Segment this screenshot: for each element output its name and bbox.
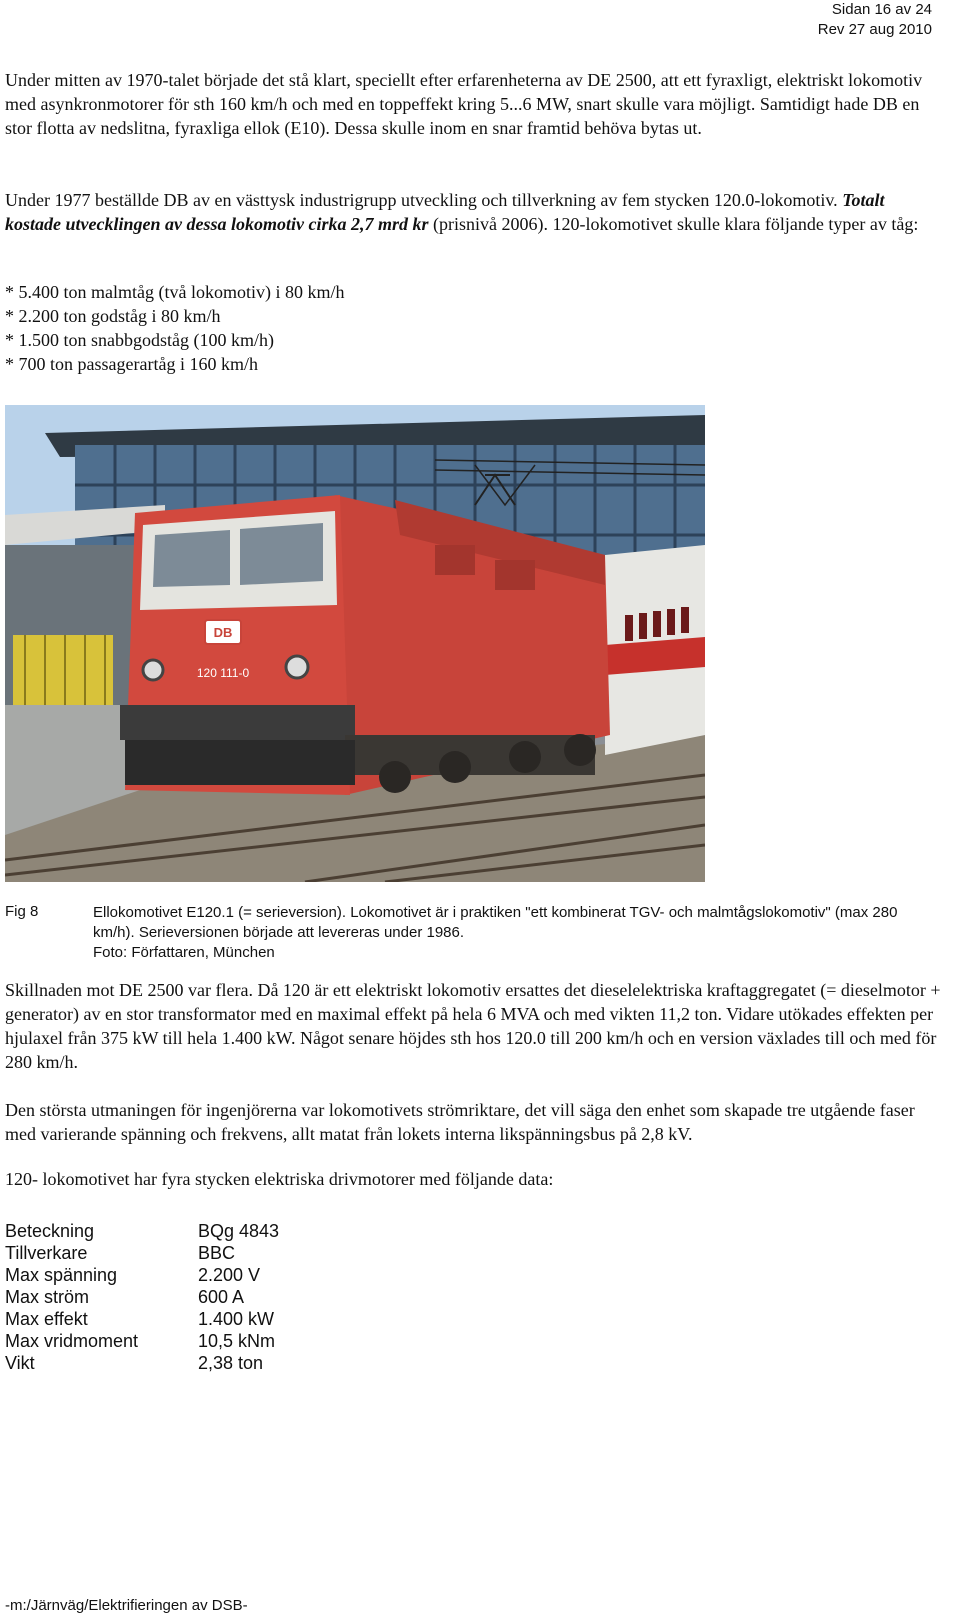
paragraph-order-text-a: Under 1977 beställde DB av en västtysk industrigrupp utveckling och tillverkning av fem stycken 120.0-lokomotiv.: [5, 190, 843, 210]
windscreen-left: [153, 530, 230, 587]
paragraph-order-text-b: (prisnivå 2006). 120-lokomotivet skulle klara följande typer av tåg:: [428, 214, 919, 234]
page-number: Sidan 16 av 24: [831, 1, 932, 18]
paragraph-converter: Den största utmaningen för ingenjörerna var lokomotivets strömriktare, det vill säga den enhet som skapade tre utgående faser med varierande spänning och frekvens, allt matat från lokets interna likspänningsbus på 2,8 kV.: [5, 1100, 915, 1144]
figure-caption: [93, 903, 943, 963]
table-row: [5, 1330, 279, 1352]
paragraph-motors-intro: 120- lokomotivet har fyra stycken elektriska drivmotorer med följande data:: [5, 1169, 554, 1189]
spec-label: Max ström: [5, 1287, 90, 1307]
spec-value: 10,5 kNm: [198, 1331, 276, 1351]
figure-caption-credit: Foto: Författaren, München: [93, 944, 275, 961]
revision-date: Rev 27 aug 2010: [817, 21, 932, 38]
table-row: [5, 1352, 279, 1374]
headlight-right: [286, 656, 308, 678]
paragraph-order: [5, 188, 945, 236]
table-row: [5, 1286, 279, 1308]
locomotive-photo-illustration: [5, 405, 705, 882]
spec-value: BBC: [198, 1243, 236, 1263]
spec-value: 2.200 V: [198, 1265, 261, 1285]
spec-value: 2,38 ton: [198, 1353, 264, 1373]
db-logo-text: DB: [213, 625, 233, 640]
spec-value: 600 A: [198, 1287, 245, 1307]
loco-number: 120 111-0: [196, 666, 250, 680]
spec-label: Beteckning: [5, 1221, 95, 1241]
spec-label: Max vridmoment: [5, 1331, 139, 1351]
table-row: [5, 1220, 279, 1242]
spec-label: Tillverkare: [5, 1243, 88, 1263]
table-row: [5, 1242, 279, 1264]
spec-value: 1.400 kW: [198, 1309, 275, 1329]
spec-label: Vikt: [5, 1353, 35, 1373]
paragraph-intro: Under mitten av 1970-talet började det stå klart, speciellt efter erfarenheterna av DE 2500, att ett fyraxligt, elektriskt lokomotiv med asynkronmotorer för sth 160 km/h och med en toppeffekt kring 5...6 MW, snart skulle vara möjligt. Samtidigt hade DB en stor flotta av nedslitna, fyraxliga ellok (E10). Dessa skulle inom en snar framtid behöva bytas ut.: [5, 70, 923, 138]
train-type-list: [5, 280, 945, 376]
spec-label: Max effekt: [5, 1309, 88, 1329]
motor-spec-table: [5, 1220, 279, 1374]
locomotive-photo: [5, 405, 705, 882]
windscreen-right: [240, 523, 323, 585]
list-item: * 5.400 ton malmtåg (två lokomotiv) i 80 km/h: [5, 282, 345, 302]
buffer-beam: [120, 705, 355, 740]
spec-value: BQg 4843: [198, 1221, 280, 1241]
spec-label: Max spänning: [5, 1265, 118, 1285]
table-row: [5, 1264, 279, 1286]
paragraph-differences: Skillnaden mot DE 2500 var flera. Då 120 är ett elektriskt lokomotiv ersattes det dieselelektriska kraftaggregatet (= dieselmotor + generator) av en stor transformator med en maximal effekt på hela 6 MVA och med vikten 11,2 ton. Vidare utökades effekten per hjulaxel från 375 kW till hela 1.400 kW. Något senare höjdes sth hos 120.0 till 200 km/h och en version växlades till och med för 280 km/h.: [5, 980, 941, 1072]
list-item: * 2.200 ton godståg i 80 km/h: [5, 306, 221, 326]
list-item: * 1.500 ton snabbgodståg (100 km/h): [5, 330, 274, 350]
figure-number: Fig 8: [5, 903, 39, 920]
headlight-left: [143, 660, 163, 680]
luggage-cart: [13, 635, 113, 705]
page-header: [818, 0, 932, 40]
figure-caption-line: Ellokomotivet E120.1 (= serieversion). Lokomotivet är i praktiken "ett kombinerat TGV- och malmtågslokomotiv" (max 280 km/h). Serieversionen började att levereras under 1986.: [93, 904, 898, 941]
page-footer: -m:/Järnväg/Elektrifieringen av DSB-: [5, 1597, 248, 1614]
paragraph-order-emphasis: Totalt kostade utvecklingen av dessa lokomotiv cirka 2,7 mrd kr: [5, 190, 885, 234]
list-item: * 700 ton passagerartåg i 160 km/h: [5, 354, 258, 374]
table-row: [5, 1308, 279, 1330]
